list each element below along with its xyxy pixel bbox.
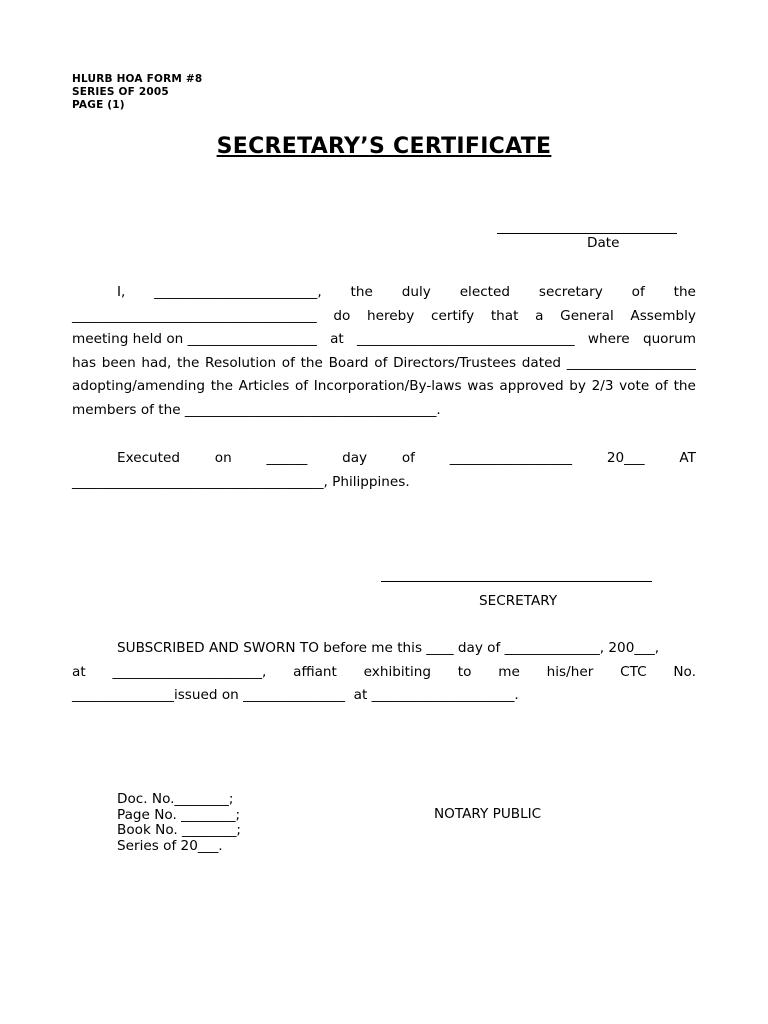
- word: has: [72, 355, 97, 371]
- notary-public-label: NOTARY PUBLIC: [434, 806, 542, 822]
- word: General: [560, 308, 614, 324]
- word: Executed: [117, 450, 180, 466]
- word: of: [374, 355, 388, 371]
- word: his/her: [546, 664, 594, 680]
- word: where: [587, 331, 630, 347]
- word: I,: [117, 284, 126, 300]
- form-number: HLURB HOA FORM #8: [72, 73, 203, 85]
- word: the: [673, 284, 696, 300]
- page-number: Page No. ________;: [117, 807, 241, 823]
- secretary-signature-line[interactable]: [381, 581, 652, 582]
- word: of: [294, 378, 309, 394]
- word: adopting/amending: [72, 378, 206, 394]
- jurat-line-1: SUBSCRIBED AND SWORN TO before me this ____ day of ______________, 200___,: [117, 640, 660, 656]
- word: Articles: [238, 378, 290, 394]
- word: Board: [328, 355, 369, 371]
- word: 20___: [606, 450, 645, 466]
- cert-line-4: [72, 355, 696, 371]
- exec-line-2: _____________________________________, Philippines.: [72, 474, 410, 490]
- word: affiant: [293, 664, 337, 680]
- date-blank[interactable]: [497, 233, 677, 234]
- word: CTC: [620, 664, 647, 680]
- jurat-line-2: [72, 664, 696, 680]
- exec-line-1: [117, 450, 696, 466]
- document-title: SECRETARY’S CERTIFICATE: [216, 134, 552, 159]
- word: was: [467, 378, 494, 394]
- word: that: [490, 308, 519, 324]
- date-label: Date: [587, 235, 620, 251]
- cert-line-3: [72, 331, 696, 347]
- word: duly: [401, 284, 431, 300]
- word: elected: [459, 284, 510, 300]
- cert-line-2: [72, 308, 696, 324]
- word: __________________: [449, 450, 573, 466]
- word: approved: [499, 378, 564, 394]
- word: on: [214, 450, 232, 466]
- word: Directors/Trustees: [393, 355, 517, 371]
- word: Incorporation/By-laws: [313, 378, 462, 394]
- word: Resolution: [205, 355, 277, 371]
- jurat-line-3: _______________issued on _______________ at _____________________.: [72, 687, 519, 703]
- word: ___________________: [566, 355, 696, 371]
- word: been: [101, 355, 136, 371]
- series-year: Series of 20___.: [117, 838, 223, 854]
- word: the: [177, 355, 200, 371]
- word: dated: [521, 355, 562, 371]
- word: of: [654, 378, 668, 394]
- word: Assembly: [630, 308, 696, 324]
- word: 2/3: [591, 378, 614, 394]
- word: the: [210, 378, 233, 394]
- word: at: [330, 331, 344, 347]
- word: vote: [619, 378, 650, 394]
- form-page: PAGE (1): [72, 99, 125, 111]
- word: of: [631, 284, 645, 300]
- word: hereby: [367, 308, 415, 324]
- word: meeting held on ___________________: [72, 331, 317, 347]
- word: ______________________,: [112, 664, 267, 680]
- word: of: [281, 355, 295, 371]
- cert-line-5: [72, 378, 696, 394]
- secretary-label: SECRETARY: [479, 593, 558, 609]
- word: ____________________________________: [72, 308, 317, 324]
- word: quorum: [642, 331, 696, 347]
- word: by: [569, 378, 586, 394]
- word: exhibiting: [363, 664, 431, 680]
- word: the: [300, 355, 323, 371]
- word: the: [673, 378, 696, 394]
- word: secretary: [538, 284, 603, 300]
- word: ________________________,: [154, 284, 322, 300]
- word: had,: [141, 355, 172, 371]
- word: do: [333, 308, 351, 324]
- word: at: [72, 664, 86, 680]
- word: day: [342, 450, 368, 466]
- word: of: [401, 450, 415, 466]
- word: No.: [673, 664, 696, 680]
- word: the: [350, 284, 373, 300]
- word: ________________________________: [357, 331, 575, 347]
- book-number: Book No. ________;: [117, 822, 241, 838]
- cert-line-1: [117, 284, 696, 300]
- word: AT: [679, 450, 696, 466]
- word: to: [457, 664, 472, 680]
- cert-line-6: members of the _____________________________________.: [72, 402, 441, 418]
- form-series: SERIES OF 2005: [72, 86, 169, 98]
- word: certify: [431, 308, 475, 324]
- word: ______: [266, 450, 308, 466]
- doc-number: Doc. No.________;: [117, 791, 234, 807]
- word: me: [498, 664, 520, 680]
- word: a: [535, 308, 544, 324]
